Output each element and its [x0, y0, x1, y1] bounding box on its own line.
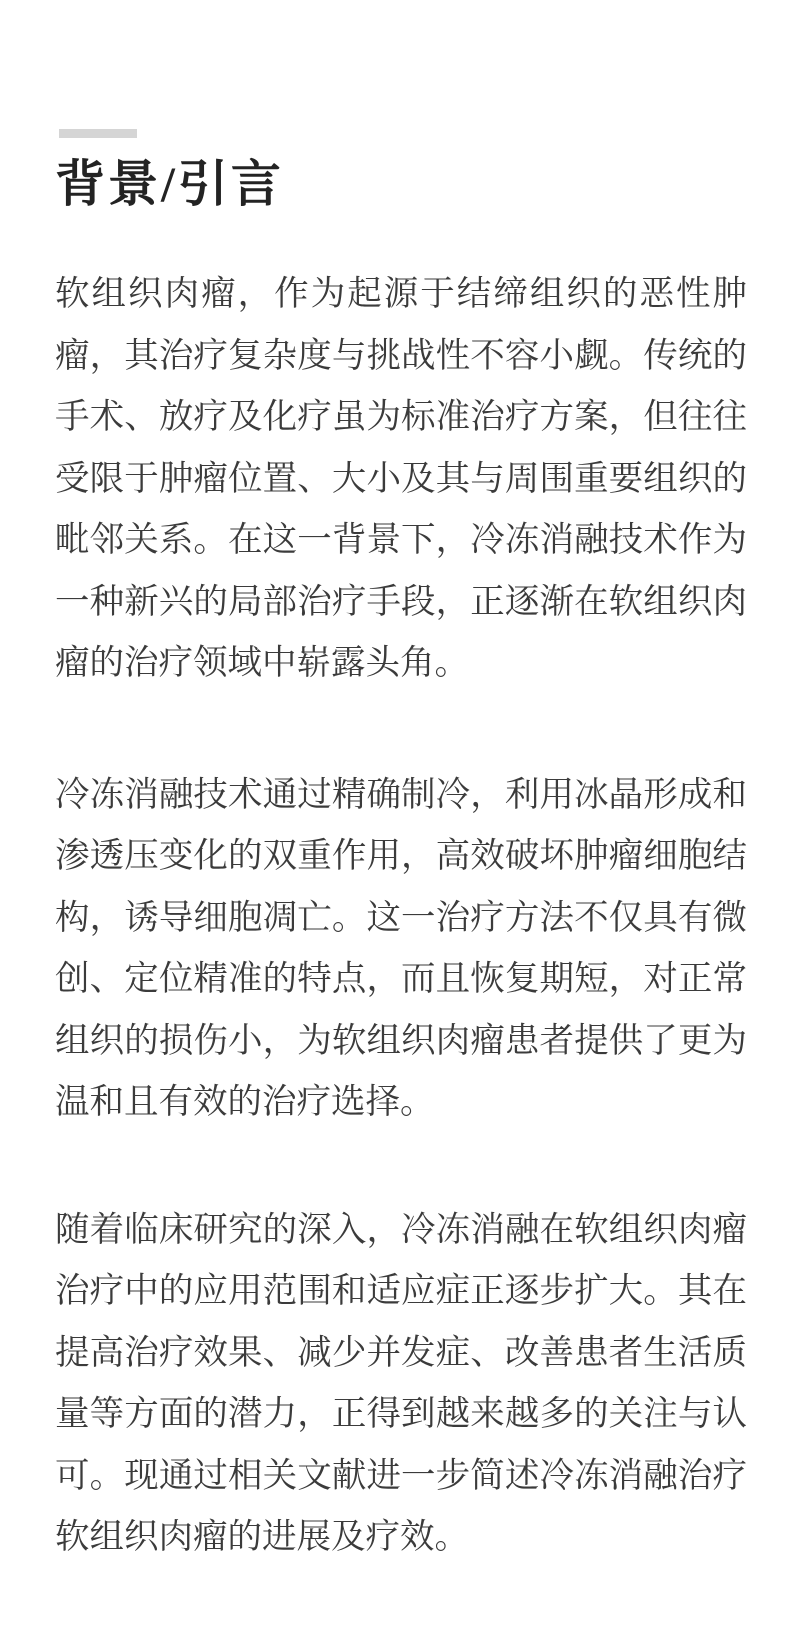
text-line: 量等方面的潜力，正得到越来越多的关注与认: [55, 1395, 747, 1433]
text-line: 手术、放疗及化疗虽为标准治疗方案，但往往: [55, 398, 747, 436]
text-line: 瘤，其治疗复杂度与挑战性不容小觑。传统的: [55, 336, 747, 375]
text-line: 随着临床研究的深入，冷冻消融在软组织肉瘤: [55, 1210, 747, 1249]
text-line: 组织的损伤小，为软组织肉瘤患者提供了更为: [55, 1021, 747, 1060]
text-line: 一种新兴的局部治疗手段，正逐渐在软组织肉: [55, 582, 747, 621]
text-line: 创、定位精准的特点，而且恢复期短，对正常: [55, 960, 747, 998]
text-line: 软组织肉瘤的进展及疗效。: [55, 1518, 469, 1556]
text-line: 冷冻消融技术通过精确制冷，利用冰晶形成和: [55, 775, 747, 814]
paragraph-technique: [55, 765, 747, 1134]
text-line: 渗透压变化的双重作用，高效破坏肿瘤细胞结: [55, 837, 747, 875]
text-line: 可。现通过相关文献进一步简述冷冻消融治疗: [55, 1456, 747, 1495]
paragraph-clinical-research: [55, 1200, 747, 1569]
text-line: 毗邻关系。在这一背景下，冷冻消融技术作为: [55, 521, 747, 559]
section-heading: 背景/引言: [55, 156, 284, 212]
text-line: 温和且有效的治疗选择。: [55, 1083, 435, 1121]
text-line: 软组织肉瘤，作为起源于结缔组织的恶性肿: [55, 275, 747, 313]
text-line: 构，诱导细胞凋亡。这一治疗方法不仅具有微: [55, 898, 747, 937]
text-line: 提高治疗效果、减少并发症、改善患者生活质: [55, 1333, 747, 1372]
text-line: 受限于肿瘤位置、大小及其与周围重要组织的: [55, 459, 747, 498]
text-line: 瘤的治疗领域中崭露头角。: [55, 644, 469, 682]
heading-accent-bar: [59, 129, 137, 138]
paragraph-background-intro: [55, 264, 747, 695]
text-line: 治疗中的应用范围和适应症正逐步扩大。其在: [55, 1272, 747, 1310]
